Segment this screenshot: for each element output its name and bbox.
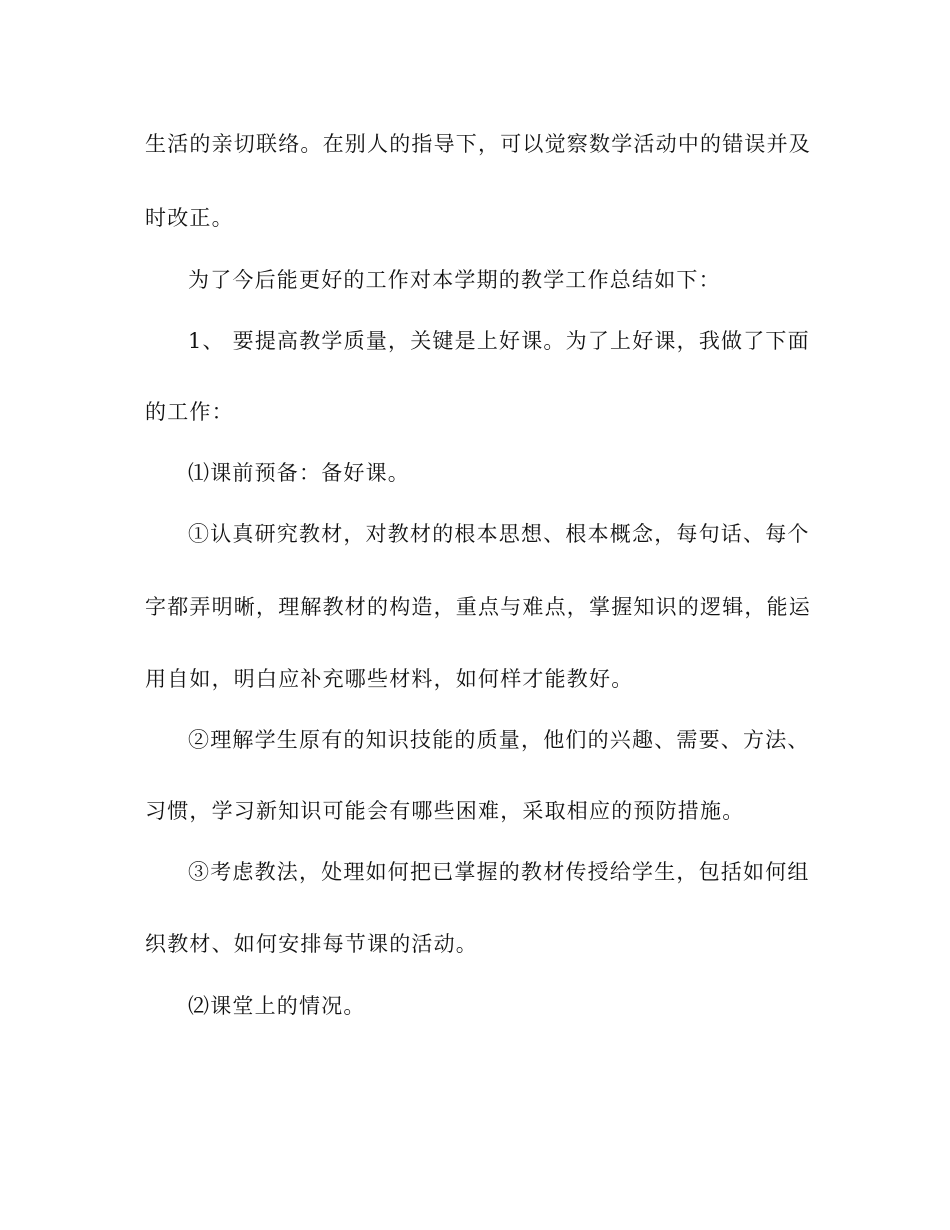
paragraph-line: 为了今后能更好的工作对本学期的教学工作总结如下： — [188, 268, 721, 292]
text-line: 织教材、如何安排每节课的活动。 — [145, 932, 478, 956]
text-line: 字都弄明晰，理解教材的构造，重点与难点，掌握知识的逻辑，能运 — [145, 595, 811, 619]
section-heading: ⑴课前预备：备好课。 — [188, 461, 410, 485]
text-line: 习惯，学习新知识可能会有哪些困难，采取相应的预防措施。 — [145, 799, 745, 823]
paragraph-line: ②理解学生原有的知识技能的质量，他们的兴趣、需要、方法、 — [188, 728, 810, 752]
paragraph-line: ①认真研究教材，对教材的根本思想、根本概念，每句话、每个 — [188, 522, 810, 546]
paragraph-line: 1、 要提高教学质量，关键是上好课。为了上好课，我做了下面 — [188, 329, 810, 353]
text-line: 生活的亲切联络。在别人的指导下，可以觉察数学活动中的错误并及 — [145, 132, 811, 156]
text-line: 时改正。 — [145, 206, 234, 230]
paragraph-line: ③考虑教法，处理如何把已掌握的教材传授给学生，包括如何组 — [188, 860, 810, 884]
text-line: 的工作： — [145, 400, 234, 424]
text-line: 用自如，明白应补充哪些材料，如何样才能教好。 — [145, 667, 634, 691]
section-heading: ⑵课堂上的情况。 — [188, 994, 366, 1018]
